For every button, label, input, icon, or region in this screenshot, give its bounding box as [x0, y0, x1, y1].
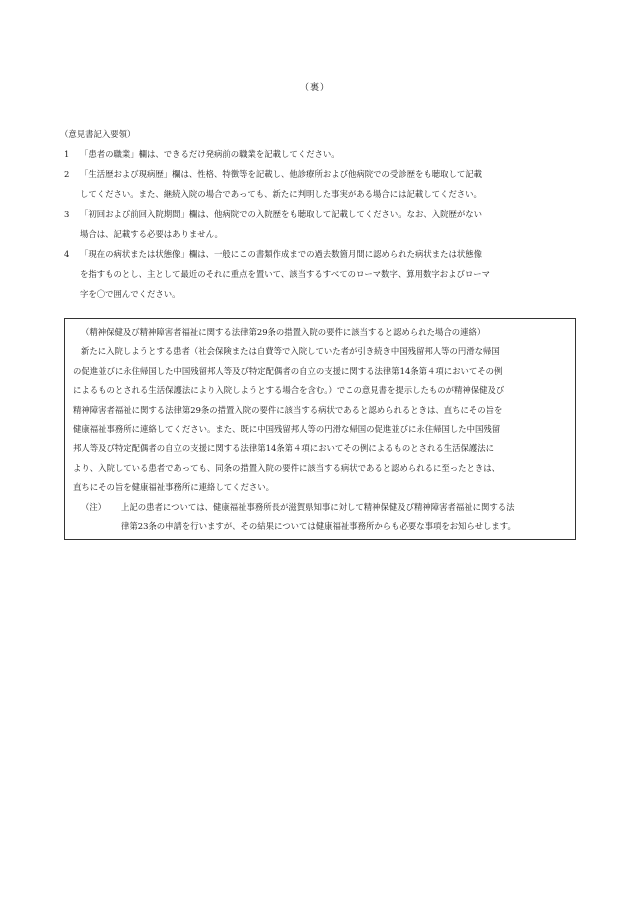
instruction-list [64, 144, 584, 304]
page-title: （裏） [299, 83, 330, 93]
note-label: （注） [81, 501, 107, 512]
instruction-item-3 [64, 204, 584, 244]
item-number: 1 [64, 149, 70, 159]
item-number: 4 [64, 249, 70, 259]
instruction-item-2 [64, 164, 584, 204]
item-text: 「患者の職業」欄は、できるだけ発病前の職業を記載してください。 [80, 149, 340, 159]
notice-box [64, 318, 576, 540]
item-text: 「生活歴および現病歴」欄は、性格、特徴等を記載し、他診療所および他病院での受診歴をも聴取して記載 してください。また、継続入院の場合であっても、新たに判明した事実がある場合には記載してください。 [80, 169, 482, 199]
instruction-item-1 [64, 144, 584, 164]
notice-title: （精神保健及び精神障害者福祉に関する法律第29条の措置入院の要件に該当すると認められた場合の連絡） [81, 327, 486, 337]
item-number: 3 [64, 209, 70, 219]
note-text: 上記の患者については、健康福祉事務所長が滋賀県知事に対して精神保健及び精神障害者福祉に関する法 律第23条の申請を行いますが、その結果については健康福祉事務所からも必要な事項をお知らせします。 [121, 501, 516, 532]
item-text: 「初回および前回入院期間」欄は、他病院での入院歴をも聴取して記載してください。なお、入院歴がない 場合は、記載する必要はありません。 [80, 209, 482, 239]
notice-note [73, 498, 567, 537]
item-text: 「現在の病状または状態像」欄は、一般にこの書類作成までの過去数箇月間に認められた病状または状態像 を指すものとし、主として最近のそれに重点を置いて、該当するすべてのローマ数字、算用数字およびローマ 字を〇で囲んでください。 [80, 249, 491, 299]
instruction-item-4 [64, 244, 584, 304]
item-number: 2 [64, 169, 70, 179]
section-heading: （意見書記入要領） [60, 129, 136, 139]
notice-body: 新たに入院しようとする患者（社会保険または自費等で入院していた者が引き続き中国残留邦人等の円滑な帰国 の促進並びに永住帰国した中国残留邦人等及び特定配偶者の自立の支援に関する法律第14条第４項においてその例 によるものとされる生活保護法により入院しようとする場合を含む。）でこの意見書を提示したものが精神保健及び 精神障害者福祉に関する法律第29条の措置入院の要件に該当する病状であると認められるときは、直ちにその旨を 健康福祉事務所に連絡してください。また、既に中国残留邦人等の円滑な帰国の促進並びに永住帰国した中国残留 邦人等及び特定配偶者の自立の支援に関する法律第14条第４項においてその例によるものとされる生活保護法に より、入院している患者であっても、同条の措置入院の要件に該当する病状であると認められるに至ったときは、 直ちにその旨を健康福祉事務所に連絡してください。 [73, 346, 505, 493]
